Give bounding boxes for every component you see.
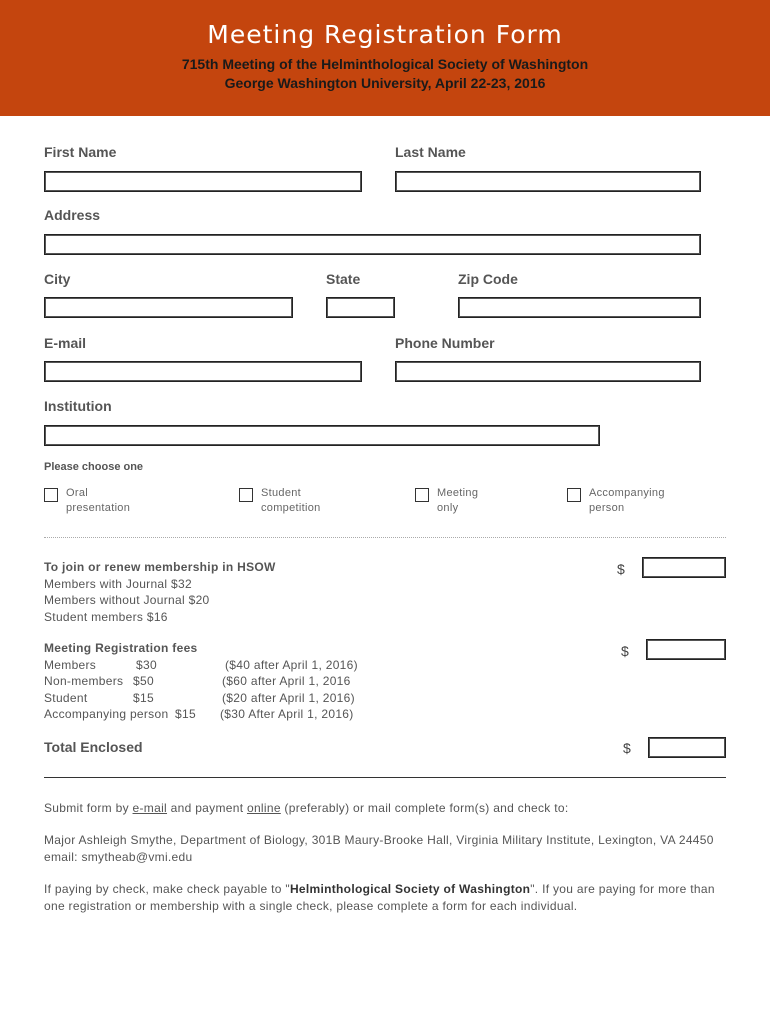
membership-section <box>44 559 276 625</box>
fee-late: ($20 after April 1, 2016) <box>222 690 355 705</box>
phone-field[interactable] <box>395 361 701 382</box>
accompanying-person-label: Accompanying person <box>589 487 665 514</box>
oral-presentation-checkbox[interactable] <box>44 488 58 502</box>
membership-option: Members without Journal $20 <box>44 593 210 607</box>
membership-option: Student members $16 <box>44 609 168 624</box>
last-name-field[interactable] <box>395 171 701 192</box>
fees-amount-field[interactable] <box>646 639 726 660</box>
membership-amount-field[interactable] <box>642 557 726 578</box>
state-label: State <box>326 271 361 287</box>
phone-label: Phone Number <box>395 335 495 351</box>
fee-type: Non-members <box>44 674 124 688</box>
total-enclosed-label: Total Enclosed <box>44 739 143 755</box>
accompanying-person-checkbox[interactable] <box>567 488 581 502</box>
fee-late: ($40 after April 1, 2016) <box>225 657 358 672</box>
fees-section <box>44 640 198 657</box>
oral-presentation-label: Oral presentation <box>66 487 131 514</box>
address-label: Address <box>44 207 101 223</box>
form-header <box>0 0 770 116</box>
total-amount-field[interactable] <box>648 737 726 758</box>
fee-price: $30 <box>136 657 157 672</box>
submit-instructions: Submit form by e-mail and payment online (preferably) or mail complete form(s) and check to: <box>44 801 569 815</box>
institution-label: Institution <box>44 398 112 414</box>
fee-late-prices <box>222 657 358 723</box>
email-link[interactable]: e-mail <box>132 801 168 815</box>
form-title: Meeting Registration Form <box>207 20 563 49</box>
meeting-only-checkbox[interactable] <box>415 488 429 502</box>
meeting-subtitle: 715th Meeting of the Helminthological Society of Washington <box>181 56 589 72</box>
student-competition-label: Student competition <box>261 487 321 514</box>
check-instructions: If paying by check, make check payable to "Helminthological Society of Washington". If you are paying for more than one registration or membership with a single check, please complete a form for each individual. <box>44 882 715 913</box>
choose-one-label: Please choose one <box>44 461 144 473</box>
fee-prices <box>133 657 157 723</box>
fee-price: $15 <box>133 690 154 705</box>
venue-subtitle: George Washington University, April 22-23, 2016 <box>224 75 546 91</box>
membership-heading: To join or renew membership in HSOW <box>44 560 276 574</box>
fee-price-accompanying: $15 <box>175 706 196 721</box>
total-dollar-sign: $ <box>623 740 631 756</box>
last-name-label: Last Name <box>395 144 466 160</box>
address-field[interactable] <box>44 234 701 255</box>
state-field[interactable] <box>326 297 395 318</box>
zip-label: Zip Code <box>458 271 518 287</box>
mailing-address: Major Ashleigh Smythe, Department of Biology, 301B Maury-Brooke Hall, Virginia Military Institute, Lexington, VA 24450 email: smytheab@vmi.edu <box>44 833 714 864</box>
first-name-field[interactable] <box>44 171 362 192</box>
online-payment-link[interactable]: online <box>246 801 281 815</box>
fee-type: Members <box>44 657 97 672</box>
fee-type: Accompanying person <box>44 707 169 721</box>
zip-field[interactable] <box>458 297 701 318</box>
meeting-only-label: Meeting only <box>437 487 479 514</box>
email-label: E-mail <box>44 335 87 351</box>
total-rule <box>44 777 726 778</box>
city-field[interactable] <box>44 297 293 318</box>
first-name-label: First Name <box>44 144 117 160</box>
membership-option: Members with Journal $32 <box>44 576 192 591</box>
fee-price: $50 <box>133 674 154 688</box>
section-divider <box>44 537 726 538</box>
fees-heading: Meeting Registration fees <box>44 641 198 655</box>
membership-dollar-sign: $ <box>617 561 625 577</box>
institution-field[interactable] <box>44 425 600 446</box>
fees-dollar-sign: $ <box>621 643 629 659</box>
check-payee: Helminthological Society of Washington <box>289 882 531 896</box>
email-field[interactable] <box>44 361 362 382</box>
student-competition-checkbox[interactable] <box>239 488 253 502</box>
fee-type: Student <box>44 690 88 705</box>
fee-late: ($60 after April 1, 2016 <box>222 674 351 688</box>
city-label: City <box>44 271 71 287</box>
fee-late: ($30 After April 1, 2016) <box>220 707 354 721</box>
